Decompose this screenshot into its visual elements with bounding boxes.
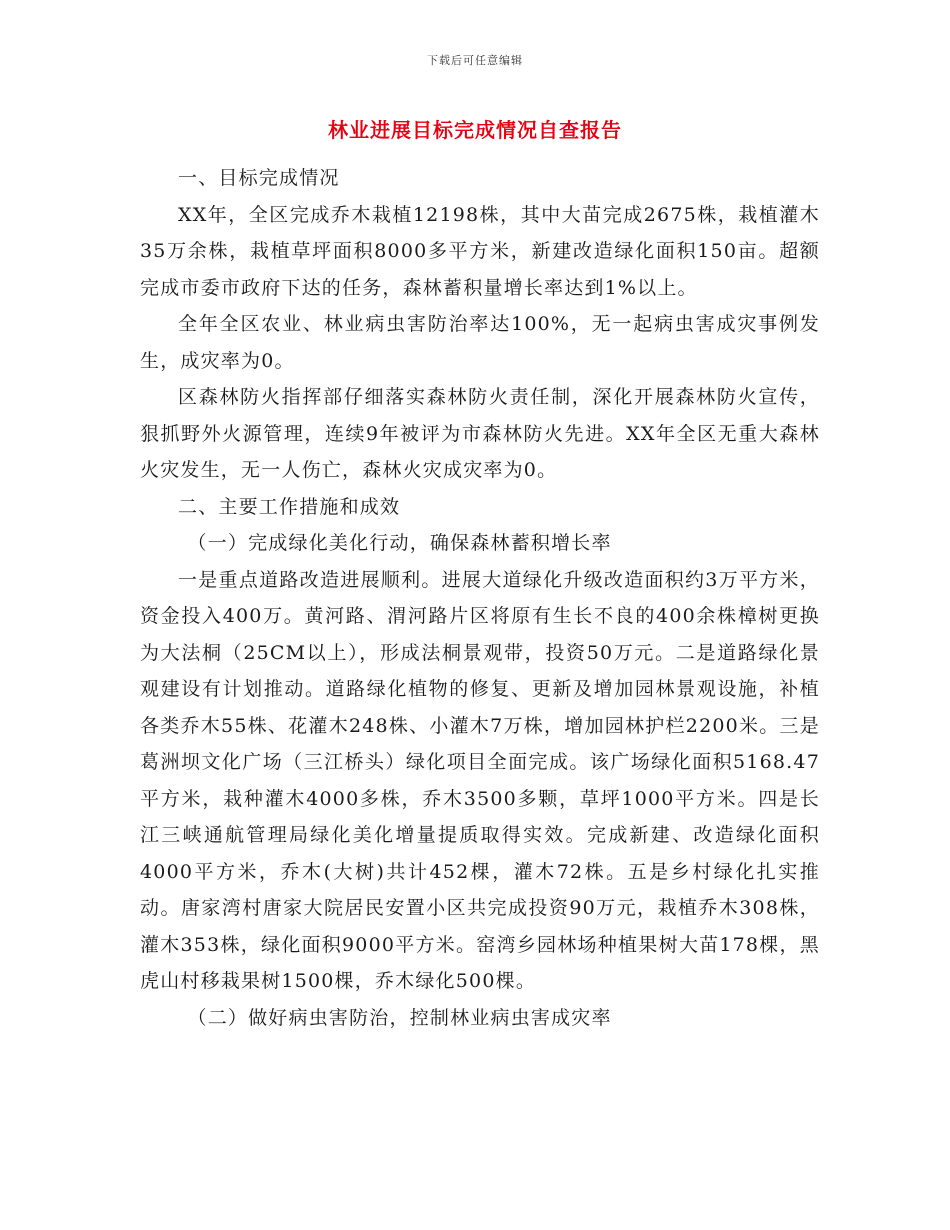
section-heading-2: 二、主要工作措施和成效 bbox=[178, 495, 401, 518]
document-title: 林业进展目标完成情况自查报告 bbox=[328, 118, 622, 142]
header-note: 下载后可任意编辑 bbox=[427, 54, 523, 67]
paragraph-1: XX年，全区完成乔木栽植12198株，其中大苗完成2675株，栽植灌木35万余株，栽植草坪面积8000多平方米，新建改造绿化面积150亩。超额完成市委市政府下达的任务，森林蓄积量增长率达到1%以上。 bbox=[140, 203, 820, 299]
paragraph-3: 区森林防火指挥部仔细落实森林防火责任制，深化开展森林防火宣传，狠抓野外火源管理，连续9年被评为市森林防火先进。XX年全区无重大森林火灾发生，无一人伤亡，森林火灾成灾率为0。 bbox=[140, 386, 820, 481]
section-heading-1: 一、目标完成情况 bbox=[178, 167, 340, 189]
subsection-heading-1: （一）完成绿化美化行动，确保森林蓄积增长率 bbox=[187, 532, 612, 554]
paragraph-4: 一是重点道路改造进展顺利。进展大道绿化升级改造面积约3万平方米，资金投入400万。黄河路、渭河路片区将原有生长不良的400余株樟树更换为大法桐（25CM以上），形成法桐景观带，投资50万元。二是道路绿化景观建设有计划推动。道路绿化植物的修复、更新及增加园林景观设施，补植各类乔木55株、花灌木248株、小灌木7万株，增加园林护栏2200米。三是葛洲坝文化广场（三江桥头）绿化项目全面完成。该广场绿化面积5168.47平方米，栽种灌木4000多株，乔木3500多颗，草坪1000平方米。四是长江三峡通航管理局绿化美化增量提质取得实效。完成新建、改造绿化面积4000平方米，乔木(大树)共计452棵，灌木72株。五是乡村绿化扎实推动。唐家湾村唐家大院居民安置小区共完成投资90万元，栽植乔木308株，灌木353株，绿化面积9000平方米。窑湾乡园林场种植果树大苗178棵，黑虎山村移栽果树1500棵，乔木绿化500棵。 bbox=[140, 568, 820, 992]
document-body bbox=[140, 160, 820, 1036]
subsection-heading-2: （二）做好病虫害防治，控制林业病虫害成灾率 bbox=[187, 1006, 612, 1029]
paragraph-2: 全年全区农业、林业病虫害防治率达100%，无一起病虫害成灾事例发生，成灾率为0。 bbox=[140, 313, 820, 372]
